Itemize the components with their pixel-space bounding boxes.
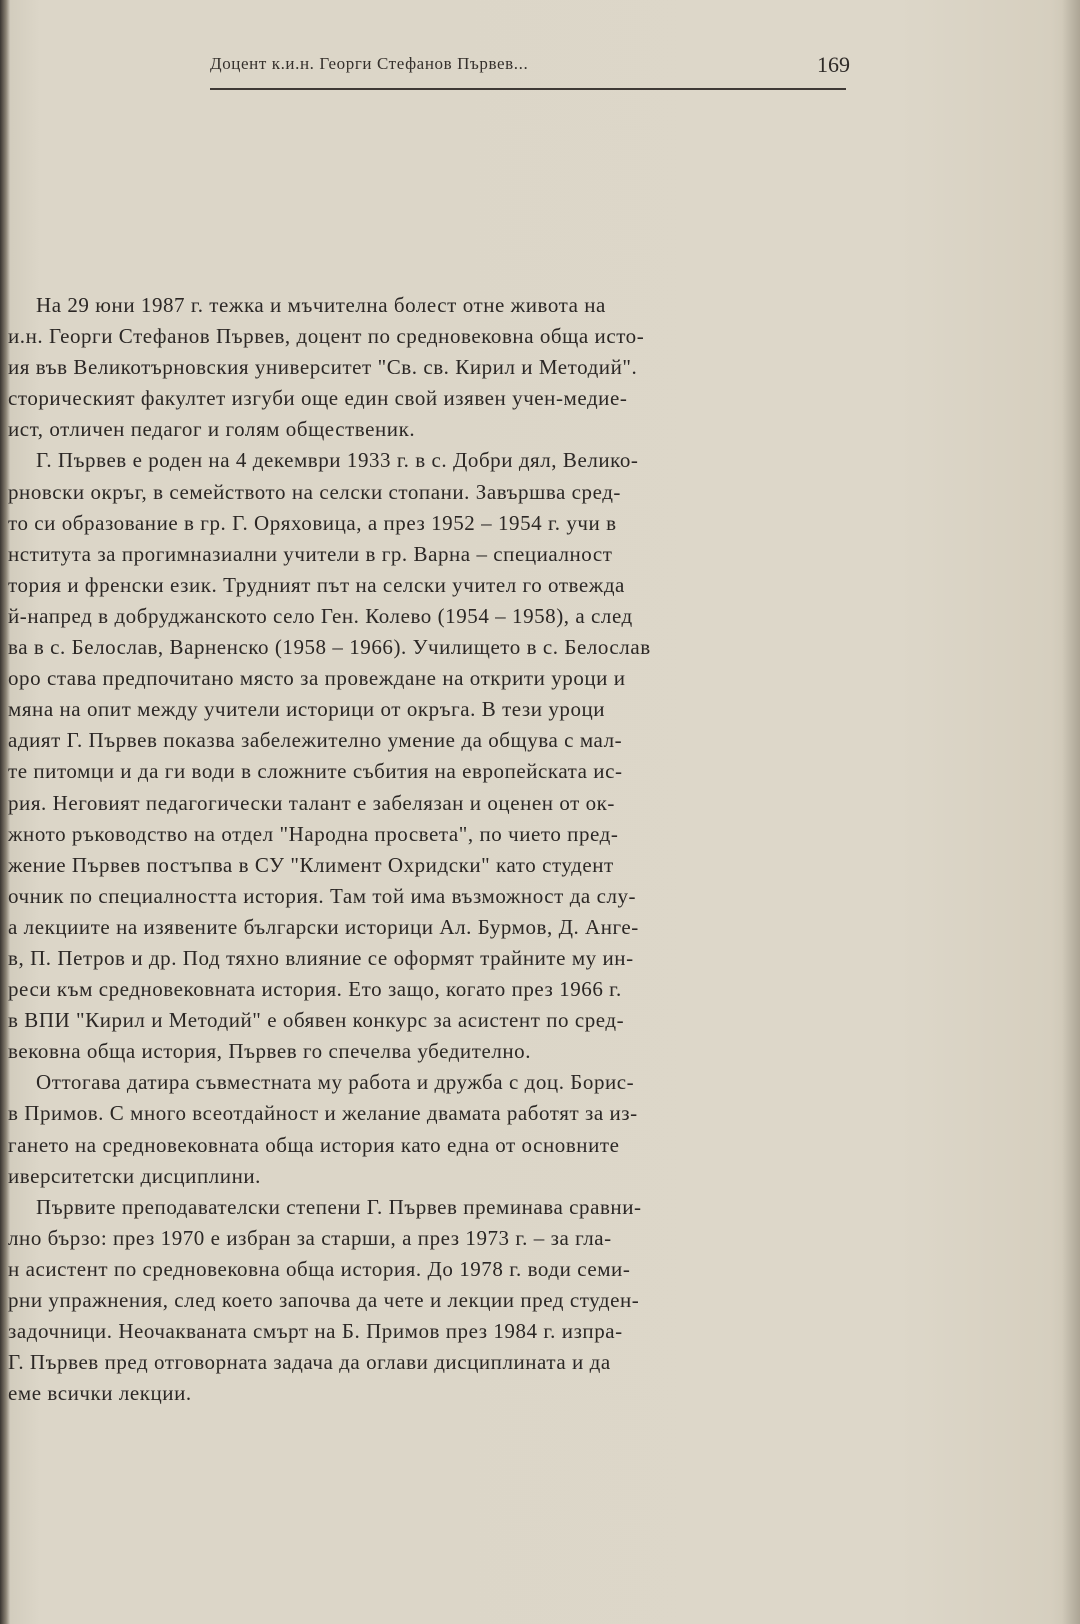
running-title: Доцент к.и.н. Георги Стефанов Първев... — [210, 54, 529, 73]
text-line: очник по специалността история. Там той има възможност да слу- — [8, 883, 637, 908]
text-line: лно бързо: през 1970 е избран за старши, а през 1973 г. – за гла- — [8, 1225, 612, 1250]
text-line: задочници. Неочакваната смърт на Б. Примов през 1984 г. изпра- — [8, 1319, 623, 1344]
text-line: и.н. Георги Стефанов Първев, доцент по средновековна обща исто- — [8, 324, 645, 349]
text-line: Г. Първев пред отговорната задача да оглави дисциплината и да — [8, 1350, 611, 1375]
paragraph — [8, 1067, 848, 1191]
text-line: мяна на опит между учители историци от окръга. В тези уроци — [8, 697, 606, 722]
text-line: в ВПИ "Кирил и Методий" е обявен конкурс за асистент по сред- — [8, 1008, 625, 1033]
text-line: Г. Първев е роден на 4 декември 1933 г. в с. Добри дял, Велико- — [36, 448, 639, 473]
text-line: в Примов. С много всеотдайност и желание двамата работят за из- — [8, 1101, 638, 1126]
text-line: еме всички лекции. — [8, 1381, 192, 1406]
page-edge-shadow — [1062, 0, 1080, 1624]
text-line: На 29 юни 1987 г. тежка и мъчителна болест отне живота на — [36, 293, 606, 317]
text-line: нститута за прогимназиални учители в гр. Варна – специалност — [8, 541, 613, 566]
text-line: рия. Неговият педагогически талант е забелязан и оценен от ок- — [8, 790, 615, 815]
text-line: ист, отличен педагог и голям общественик. — [8, 417, 416, 442]
text-line: й-напред в добруджанското село Ген. Колево (1954 – 1958), а след — [8, 603, 633, 628]
running-header — [210, 52, 850, 92]
text-line: те питомци и да ги води в сложните събития на европейската ис- — [8, 759, 623, 784]
text-line: оро става предпочитано място за провеждане на открити уроци и — [8, 666, 626, 691]
text-line: жното ръководство на отдел "Народна просвета", по чието пред- — [8, 821, 619, 846]
text-line: сторическият факултет изгуби още един свой изявен учен-медие- — [8, 386, 628, 411]
text-line: Оттогава датира съвместната му работа и дружба с доц. Борис- — [36, 1070, 635, 1095]
text-line: гането на средновековната обща история като една от основните — [8, 1132, 620, 1157]
paragraph — [8, 1192, 848, 1410]
text-line: в, П. Петров и др. Под тяхно влияние се оформят трайните му ин- — [8, 945, 634, 970]
text-line: ва в с. Белослав, Варненско (1958 – 1966). Училището в с. Белослав — [8, 635, 651, 660]
paragraph — [8, 290, 848, 445]
text-line: жение Първев постъпва в СУ "Климент Охридски" като студент — [8, 852, 614, 877]
text-line: иверситетски дисциплини. — [8, 1163, 261, 1188]
text-line: Първите преподавателски степени Г. Първев преминава сравни- — [36, 1194, 642, 1219]
page-number: 169 — [817, 52, 850, 77]
text-line: вековна обща история, Първев го спечелва убедително. — [8, 1039, 531, 1064]
text-line: то си образование в гр. Г. Оряховица, а през 1952 – 1954 г. учи в — [8, 510, 617, 535]
text-line: реси към средновековната история. Ето защо, когато през 1966 г. — [8, 977, 622, 1002]
text-line: адият Г. Първев показва забележително умение да общува с мал- — [8, 728, 623, 753]
text-line: ия във Великотърновския университет "Св. св. Кирил и Методий". — [8, 355, 638, 380]
header-rule — [210, 88, 846, 90]
text-line: а лекциите на изявените български историци Ал. Бурмов, Д. Анге- — [8, 914, 639, 939]
body-text — [8, 290, 848, 1409]
text-line: н асистент по средновековна обща история. До 1978 г. води семи- — [8, 1256, 631, 1281]
text-line: рновски окръг, в семейството на селски стопани. Завършва сред- — [8, 479, 621, 504]
text-line: рни упражнения, след което започва да чете и лекции пред студен- — [8, 1288, 640, 1312]
text-line: тория и френски език. Трудният път на селски учител го отвежда — [8, 572, 625, 597]
paragraph — [8, 445, 848, 1067]
